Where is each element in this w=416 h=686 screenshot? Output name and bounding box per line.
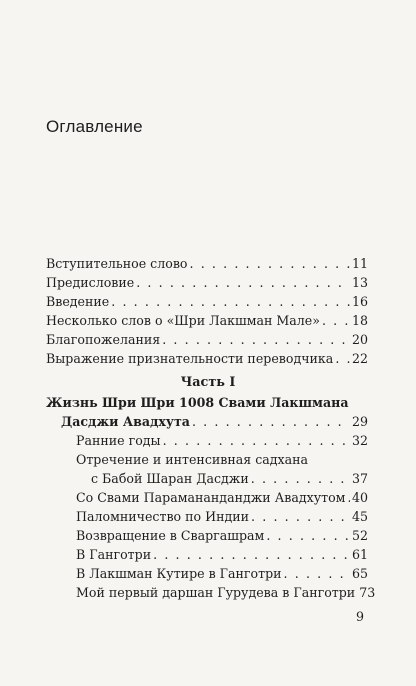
page-number: 9 — [356, 609, 365, 624]
section-page: 37 — [351, 471, 368, 486]
chapter-entry — [61, 414, 368, 430]
dot-leader — [162, 332, 350, 348]
toc-entry-label: Несколько слов о «Шри Лакшман Мале» — [46, 313, 320, 328]
section-page: 61 — [351, 547, 368, 562]
chapter-title-line1: Жизнь Шри Шри 1008 Свами Лакшмана — [46, 395, 349, 410]
section-label: Ранние годы — [76, 433, 161, 448]
toc-entry-page: 11 — [351, 256, 368, 271]
section-page: 45 — [351, 509, 368, 524]
toc-entry — [46, 294, 368, 310]
section-entry — [76, 547, 368, 563]
contents-heading: Оглавление — [46, 117, 143, 136]
dot-leader — [335, 351, 350, 367]
dot-leader — [136, 275, 350, 291]
toc-entry — [46, 332, 368, 348]
section-label-continued: с Бабой Шаран Дасджи — [91, 471, 249, 486]
section-label: Отречение и интенсивная садхана — [76, 452, 309, 467]
section-entry — [76, 433, 368, 449]
section-page: 65 — [351, 566, 368, 581]
part-title: Часть I — [180, 375, 236, 390]
toc-entry-label: Благопожелания — [46, 332, 161, 347]
toc-entry-label: Выражение признательности переводчика — [46, 351, 334, 366]
section-label: В Лакшман Кутире в Ганготри — [76, 566, 282, 581]
dot-leader — [284, 566, 350, 582]
toc-entry-page: 20 — [351, 332, 368, 347]
section-entry — [76, 585, 376, 601]
toc-entry — [46, 313, 368, 329]
section-entry — [91, 471, 368, 487]
dot-leader — [190, 256, 350, 272]
section-entry — [76, 528, 368, 544]
dot-leader — [347, 490, 350, 506]
section-label: Возвращение в Сваргашрам — [76, 528, 265, 543]
section-label: Со Свами Парамананданджи Авадхутом — [76, 490, 346, 505]
section-entry — [76, 509, 368, 525]
toc-entry-label: Вступительное слово — [46, 256, 188, 271]
dot-leader — [251, 471, 350, 487]
section-entry — [76, 566, 368, 582]
dot-leader — [163, 433, 350, 449]
chapter-page: 29 — [351, 414, 368, 429]
toc-entry-page: 18 — [351, 313, 368, 328]
toc-entry-page: 22 — [351, 351, 368, 366]
dot-leader — [251, 509, 350, 525]
section-label: В Ганготри — [76, 547, 152, 562]
section-page: 52 — [351, 528, 368, 543]
chapter-title-line2: Дасджи Авадхута — [61, 414, 190, 429]
toc-entry-page: 16 — [351, 294, 368, 309]
dot-leader — [153, 547, 350, 563]
section-entry — [76, 490, 368, 506]
section-page: 40 — [351, 490, 368, 505]
section-page: 32 — [351, 433, 368, 448]
toc-entry-page: 13 — [351, 275, 368, 290]
dot-leader — [192, 414, 350, 430]
dot-leader — [111, 294, 350, 310]
toc-entry — [46, 351, 368, 367]
toc-entry-label: Введение — [46, 294, 110, 309]
dot-leader — [322, 313, 350, 329]
section-page: 73 — [359, 585, 376, 600]
section-label: Мой первый даршан Гурудева в Ганготри — [76, 585, 356, 600]
toc-entry-label: Предисловие — [46, 275, 135, 290]
section-label: Паломничество по Индии — [76, 509, 250, 524]
toc-entry — [46, 275, 368, 291]
dot-leader — [266, 528, 350, 544]
toc-entry — [46, 256, 368, 272]
